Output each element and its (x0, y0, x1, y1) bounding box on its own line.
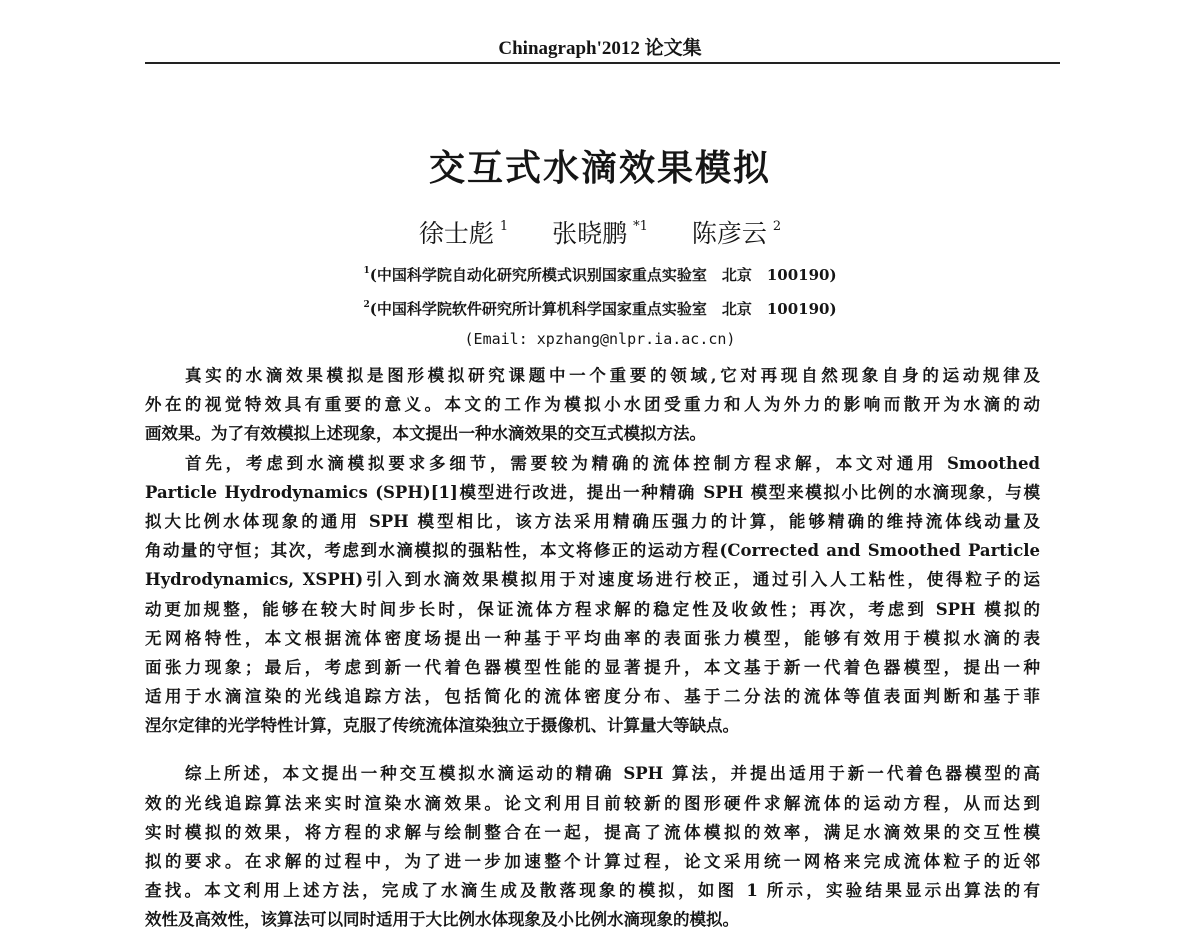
paragraph-line: 面张力现象；最后，考虑到新一代着色器模型性能的显著提升，本文基于新一代着色器模型，提出一种 (145, 657, 1040, 677)
author (552, 219, 648, 248)
paragraph-line: 实时模拟的效果，将方程的求解与绘制整合在一起，提高了流体模拟的效率，满足水滴效果的交互性模 (145, 822, 1040, 842)
paragraph-line: 角动量的守恒；其次，考虑到水滴模拟的强粘性，本文将修正的运动方程(Corrected and Smoothed Particle (145, 541, 1040, 561)
author-name: 张晓鹏 (552, 219, 628, 248)
paragraph-line: 拟大比例水体现象的通用 SPH 模型相比，该方法采用精确压强力的计算，能够精确的维持流体线动量及 (145, 511, 1040, 531)
paragraph-line: 真实的水滴效果模拟是图形模拟研究课题中一个重要的领域,它对再现自然现象自身的运动规律及 (185, 366, 1040, 385)
affiliation (0, 264, 1200, 285)
paragraph-line: 拟的要求。在求解的过程中，为了进一步加速整个计算过程，论文采用统一网格来完成流体粒子的近邻 (145, 852, 1040, 871)
header-rule (145, 62, 1060, 64)
affiliation-text: (中国科学院软件研究所计算机科学国家重点实验室 北京 100190) (369, 300, 837, 318)
paragraph-line: 效的光线追踪算法来实时渲染水滴效果。论文利用目前较新的图形硬件求解流体的运动方程，从而达到 (145, 793, 1040, 813)
author-mark: 2 (772, 219, 782, 234)
paragraph-line: Hydrodynamics, XSPH)引入到水滴效果模拟用于对速度场进行校正，通过引入人工粘性，使得粒子的运 (145, 570, 1040, 590)
paragraph-line: 综上所述，本文提出一种交互模拟水滴运动的精确 SPH 算法，并提出适用于新一代着色器模型的高 (185, 764, 1040, 784)
paragraph-line: 查找。本文利用上述方法，完成了水滴生成及散落现象的模拟，如图 1 所示，实验结果显示出算法的有 (145, 881, 1040, 901)
author-name: 徐士彪 (418, 219, 494, 248)
author (419, 219, 508, 248)
paragraph-line: Particle Hydrodynamics (SPH)[1]模型进行改进，提出一种精确 SPH 模型来模拟小比例的水滴现象，与模 (145, 482, 1040, 502)
paragraph (145, 759, 1040, 934)
running-header: Chinagraph'2012 论文集 (498, 38, 702, 59)
paragraph-line: 无网格特性，本文根据流体密度场提出一种基于平均曲率的表面张力模型，能够有效用于模拟水滴的表 (145, 628, 1040, 648)
author (692, 219, 781, 248)
affiliation-mark: 2 (363, 300, 370, 310)
paragraph-line: 适用于水滴渲染的光线追踪方法，包括简化的流体密度分布、基于二分法的流体等值表面判断和基于菲 (145, 687, 1040, 707)
affiliation-mark: 1 (363, 266, 370, 276)
affiliation (0, 298, 1200, 319)
author-mark: 1 (499, 219, 509, 234)
author-mark: *1 (633, 219, 648, 234)
paper-title: 交互式水滴效果模拟 (428, 147, 771, 189)
paragraph (145, 361, 1040, 449)
abstract-body (145, 361, 1040, 935)
contact-email: (Email: xpzhang@nlpr.ia.ac.cn) (464, 330, 736, 348)
paragraph-line: 首先，考虑到水滴模拟要求多细节，需要较为精确的流体控制方程求解，本文对通用 Smoothed (185, 453, 1040, 473)
author-name: 陈彦云 (691, 219, 767, 248)
paragraph-line: 画效果。为了有效模拟上述现象，本文提出一种水滴效果的交互式模拟方法。 (145, 424, 706, 444)
paragraph-line: 效性及高效性，该算法可以同时适用于大比例水体现象及小比例水滴现象的模拟。 (145, 910, 739, 930)
author-list (0, 214, 1200, 250)
paragraph-line: 外在的视觉特效具有重要的意义。本文的工作为模拟小水团受重力和人为外力的影响而散开为水滴的动 (145, 395, 1040, 415)
paragraph-line: 动更加规整，能够在较大时间步长时，保证流体方程求解的稳定性及收敛性；再次，考虑到 SPH 模拟的 (145, 599, 1040, 619)
paragraph (145, 449, 1040, 741)
affiliation-text: (中国科学院自动化研究所模式识别国家重点实验室 北京 100190) (369, 266, 837, 284)
paragraph-line: 涅尔定律的光学特性计算，克服了传统流体渲染独立于摄像机、计算量大等缺点。 (145, 716, 739, 736)
